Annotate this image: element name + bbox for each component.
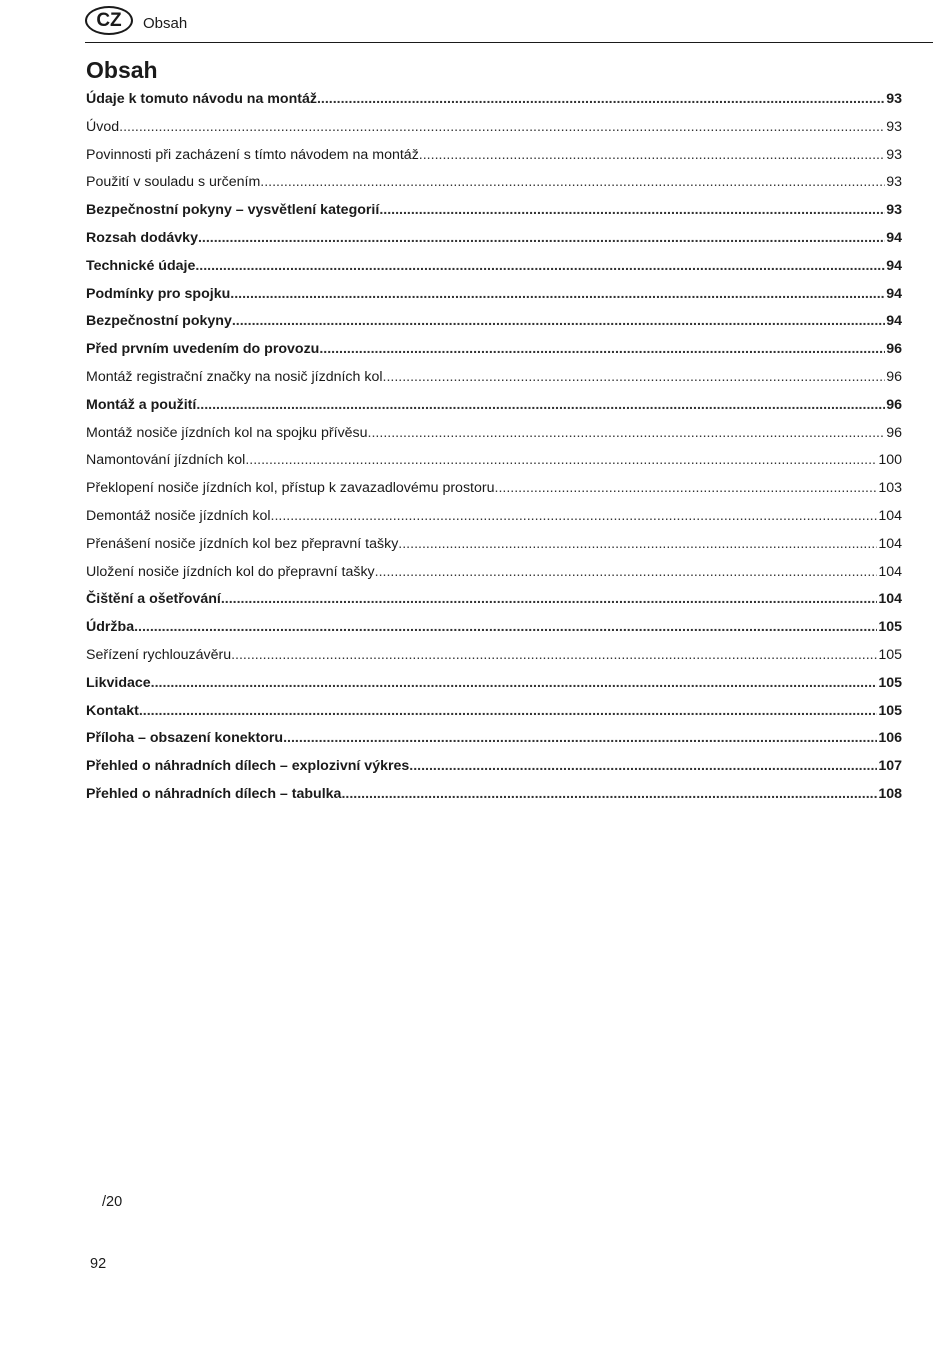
- toc-dot-leader: [379, 197, 885, 225]
- toc-dot-leader: [375, 559, 878, 587]
- toc-entry-label: Kontakt: [86, 702, 139, 719]
- toc-entry-page: 94: [886, 257, 902, 274]
- toc-entry-page: 104: [878, 507, 902, 524]
- toc-entry[interactable]: [86, 725, 902, 753]
- page-title: Obsah: [86, 57, 158, 83]
- toc-entry-page: 93: [886, 118, 902, 135]
- toc-entry[interactable]: [86, 586, 902, 614]
- toc-entry-label: Před prvním uvedením do provozu: [86, 341, 320, 358]
- toc-dot-leader: [196, 392, 885, 420]
- toc-entry[interactable]: [86, 503, 902, 531]
- toc-entry-label: Demontáž nosiče jízdních kol: [86, 507, 271, 524]
- toc-entry-label: Namontování jízdních kol: [86, 452, 246, 469]
- toc-entry-page: 104: [878, 535, 902, 552]
- toc-entry-page: 94: [886, 313, 902, 330]
- toc-entry-label: Použití v souladu s určením: [86, 174, 261, 191]
- toc-dot-leader: [419, 142, 885, 170]
- toc-dot-leader: [245, 447, 877, 475]
- toc-entry-page: 96: [886, 368, 902, 385]
- toc-entry-page: 106: [878, 730, 902, 747]
- toc-entry-label: Likvidace: [86, 674, 151, 691]
- toc-entry[interactable]: [86, 336, 902, 364]
- toc-entry-label: Bezpečnostní pokyny: [86, 313, 232, 330]
- toc-entry[interactable]: [86, 308, 902, 336]
- toc-dot-leader: [195, 253, 885, 281]
- toc-entry-page: 105: [878, 646, 902, 663]
- toc-entry-page: 107: [878, 758, 902, 775]
- toc-entry-label: Příloha – obsazení konektoru: [86, 730, 284, 747]
- toc-dot-leader: [398, 531, 877, 559]
- toc-dot-leader: [495, 475, 878, 503]
- toc-entry[interactable]: [86, 281, 902, 309]
- toc-entry[interactable]: [86, 114, 902, 142]
- toc-entry[interactable]: [86, 614, 902, 642]
- toc-entry-label: Seřízení rychlouzávěru: [86, 646, 232, 663]
- toc-dot-leader: [139, 698, 878, 726]
- toc-dot-leader: [368, 420, 886, 448]
- toc-entry-page: 103: [878, 480, 902, 497]
- page-number: 92: [90, 1256, 107, 1272]
- toc-entry-label: Bezpečnostní pokyny – vysvětlení kategorií: [86, 202, 380, 219]
- toc-entry[interactable]: [86, 225, 902, 253]
- toc-entry[interactable]: [86, 531, 902, 559]
- toc-entry-label: Údržba: [86, 619, 135, 636]
- toc-dot-leader: [232, 308, 885, 336]
- toc-entry[interactable]: [86, 753, 902, 781]
- page-header: [85, 6, 933, 43]
- toc-entry[interactable]: [86, 420, 902, 448]
- toc-entry[interactable]: [86, 197, 902, 225]
- toc-dot-leader: [271, 503, 878, 531]
- toc-entry[interactable]: [86, 559, 902, 587]
- toc-dot-leader: [230, 281, 885, 309]
- toc-entry-page: 93: [886, 146, 902, 163]
- toc-dot-leader: [119, 114, 885, 142]
- header-section-title: Obsah: [143, 15, 188, 32]
- language-badge: CZ: [85, 6, 133, 35]
- toc-dot-leader: [317, 86, 885, 114]
- toc-dot-leader: [383, 364, 886, 392]
- toc-dot-leader: [221, 586, 878, 614]
- toc-entry-label: Technické údaje: [86, 257, 196, 274]
- toc-entry[interactable]: [86, 698, 902, 726]
- toc-entry-page: 93: [886, 202, 902, 219]
- toc-dot-leader: [231, 642, 877, 670]
- toc-entry-label: Rozsah dodávky: [86, 229, 198, 246]
- toc-dot-leader: [151, 670, 878, 698]
- toc-dot-leader: [260, 169, 885, 197]
- toc-entry-page: 105: [878, 619, 902, 636]
- toc-dot-leader: [198, 225, 885, 253]
- toc-entry-label: Přehled o náhradních dílech – explozivní výkres: [86, 758, 410, 775]
- toc-dot-leader: [341, 781, 877, 809]
- toc-entry-label: Uložení nosiče jízdních kol do přepravní tašky: [86, 563, 375, 580]
- toc-entry-label: Montáž registrační značky na nosič jízdních kol: [86, 368, 383, 385]
- toc-entry-label: Údaje k tomuto návodu na montáž: [86, 91, 317, 107]
- toc-entry-page: 100: [878, 452, 902, 469]
- toc-entry[interactable]: [86, 781, 902, 809]
- toc-entry-page: 93: [886, 174, 902, 191]
- toc-entry-label: Montáž nosiče jízdních kol na spojku přívěsu: [86, 424, 368, 441]
- toc-entry-page: 96: [886, 396, 902, 413]
- toc-entry-label: Přehled o náhradních dílech – tabulka: [86, 785, 342, 802]
- toc-entry[interactable]: [86, 670, 902, 698]
- toc-entry[interactable]: [86, 447, 902, 475]
- toc-entry[interactable]: [86, 392, 902, 420]
- toc-entry[interactable]: [86, 642, 902, 670]
- toc-entry-page: 108: [878, 785, 902, 802]
- toc-entry[interactable]: [86, 475, 902, 503]
- toc-entry[interactable]: [86, 253, 902, 281]
- toc-entry-page: 104: [878, 591, 902, 608]
- toc-dot-leader: [134, 614, 877, 642]
- toc-entry-label: Čištění a ošetřování: [86, 591, 221, 608]
- toc-entry-page: 105: [878, 702, 902, 719]
- toc-entry[interactable]: [86, 169, 902, 197]
- toc-entry-label: Povinnosti při zacházení s tímto návodem na montáž: [86, 146, 419, 163]
- toc-entry[interactable]: [86, 364, 902, 392]
- toc-entry-page: 105: [878, 674, 902, 691]
- toc-entry-label: Překlopení nosiče jízdních kol, přístup k zavazadlovému prostoru: [86, 480, 495, 497]
- toc-entry-page: 96: [886, 424, 902, 441]
- toc-entry[interactable]: [86, 86, 902, 114]
- toc-entry-page: 93: [886, 91, 902, 107]
- toc-entry-page: 96: [886, 341, 902, 358]
- toc-entry[interactable]: [86, 142, 902, 170]
- toc-dot-leader: [319, 336, 885, 364]
- toc-entry-page: 94: [886, 229, 902, 246]
- toc-dot-leader: [283, 725, 877, 753]
- toc-dot-leader: [409, 753, 877, 781]
- toc-entry-page: 94: [886, 285, 902, 302]
- table-of-contents: [86, 86, 902, 809]
- toc-entry-label: Úvod: [86, 118, 120, 135]
- toc-entry-label: Přenášení nosiče jízdních kol bez přepravní tašky: [86, 535, 399, 552]
- footer-reference: /20: [102, 1194, 123, 1210]
- toc-entry-label: Montáž a použití: [86, 396, 197, 413]
- toc-entry-label: Podmínky pro spojku: [86, 285, 231, 302]
- toc-entry-page: 104: [878, 563, 902, 580]
